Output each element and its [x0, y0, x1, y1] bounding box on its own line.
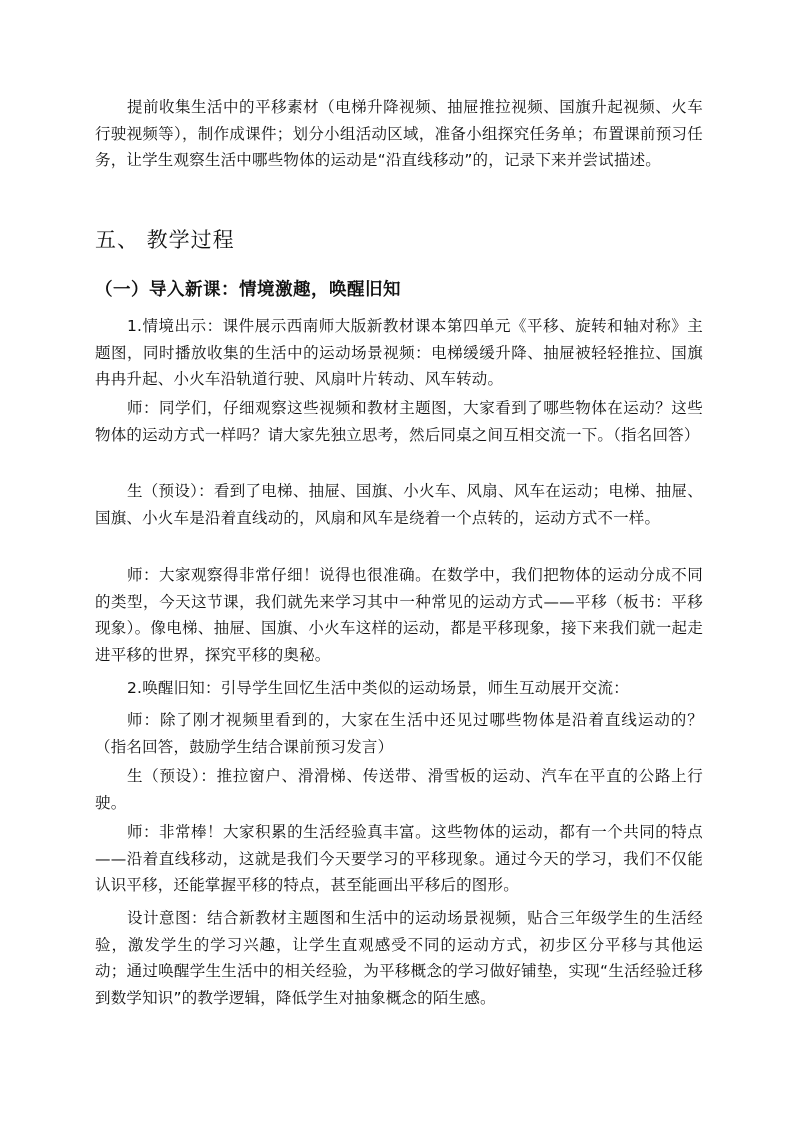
subsection-title: （一）导入新课：情境激趣，唤醒旧知	[95, 280, 401, 300]
paragraph-text: 师：除了刚才视频里看到的，大家在生活中还见过哪些物体是沿着直线运动的？（指名回答，鼓励学生结合课前预习发言）	[95, 711, 703, 756]
subsection-heading-1	[95, 276, 703, 301]
paragraph-8	[95, 819, 703, 899]
prep-text: 提前收集生活中的平移素材（电梯升降视频、抽屉推拉视频、国旗升起视频、火车行驶视频等），制作成课件；划分小组活动区域，准备小组探究任务单；布置课前预习任务，让学生观察生活中哪些物体的运动是“沿直线移动”的，记录下来并尝试描述。	[95, 98, 703, 169]
paragraph-7	[95, 763, 703, 816]
paragraph-text: 生（预设）：推拉窗户、滑滑梯、传送带、滑雪板的运动、汽车在平直的公路上行驶。	[95, 767, 703, 812]
paragraph-text: 2.唤醒旧知：引导学生回忆生活中类似的运动场景，师生互动展开交流：	[127, 679, 629, 697]
paragraph-3	[95, 478, 703, 531]
prep-paragraph	[95, 94, 703, 174]
paragraph-4	[95, 562, 703, 668]
paragraph-text: 师：同学们，仔细观察这些视频和教材主题图，大家看到了哪些物体在运动？这些物体的运动方式一样吗？请大家先独立思考，然后同桌之间互相交流一下。（指名回答）	[95, 399, 703, 444]
section-heading-5	[95, 224, 703, 254]
paragraph-text: 设计意图：结合新教材主题图和生活中的运动场景视频，贴合三年级学生的生活经验，激发学生的学习兴趣，让学生直观感受不同的运动方式，初步区分平移与其他运动；通过唤醒学生生活中的相关经验，为平移概念的学习做好铺垫，实现“生活经验迁移到数学知识”的教学逻辑，降低学生对抽象概念的陌生感。	[95, 909, 703, 1007]
design-intent-paragraph	[95, 905, 703, 1011]
paragraph-text: 生（预设）：看到了电梯、抽屉、国旗、小火车、风扇、风车在运动；电梯、抽屉、国旗、小火车是沿着直线动的，风扇和风车是绕着一个点转的，运动方式不一样。	[95, 482, 703, 527]
paragraph-text: 师：非常棒！大家积累的生活经验真丰富。这些物体的运动，都有一个共同的特点——沿着直线移动，这就是我们今天要学习的平移现象。通过今天的学习，我们不仅能认识平移，还能掌握平移的特点，甚至能画出平移后的图形。	[95, 823, 703, 894]
paragraph-6	[95, 707, 703, 760]
paragraph-text: 1.情境出示：课件展示西南师大版新教材课本第四单元《平移、旋转和轴对称》主题图，同时播放收集的生活中的运动场景视频：电梯缓缓升降、抽屉被轻轻推拉、国旗冉冉升起、小火车沿轨道行驶、风扇叶片转动、风车转动。	[95, 317, 703, 388]
paragraph-1	[95, 313, 703, 393]
paragraph-5	[95, 675, 703, 702]
paragraph-2	[95, 395, 703, 448]
section-title: 五、 教学过程	[95, 228, 235, 252]
paragraph-text: 师：大家观察得非常仔细！说得也很准确。在数学中，我们把物体的运动分成不同的类型，今天这节课，我们就先来学习其中一种常见的运动方式——平移（板书：平移现象）。像电梯、抽屉、国旗、小火车这样的运动，都是平移现象，接下来我们就一起走进平移的世界，探究平移的奥秘。	[95, 566, 703, 664]
